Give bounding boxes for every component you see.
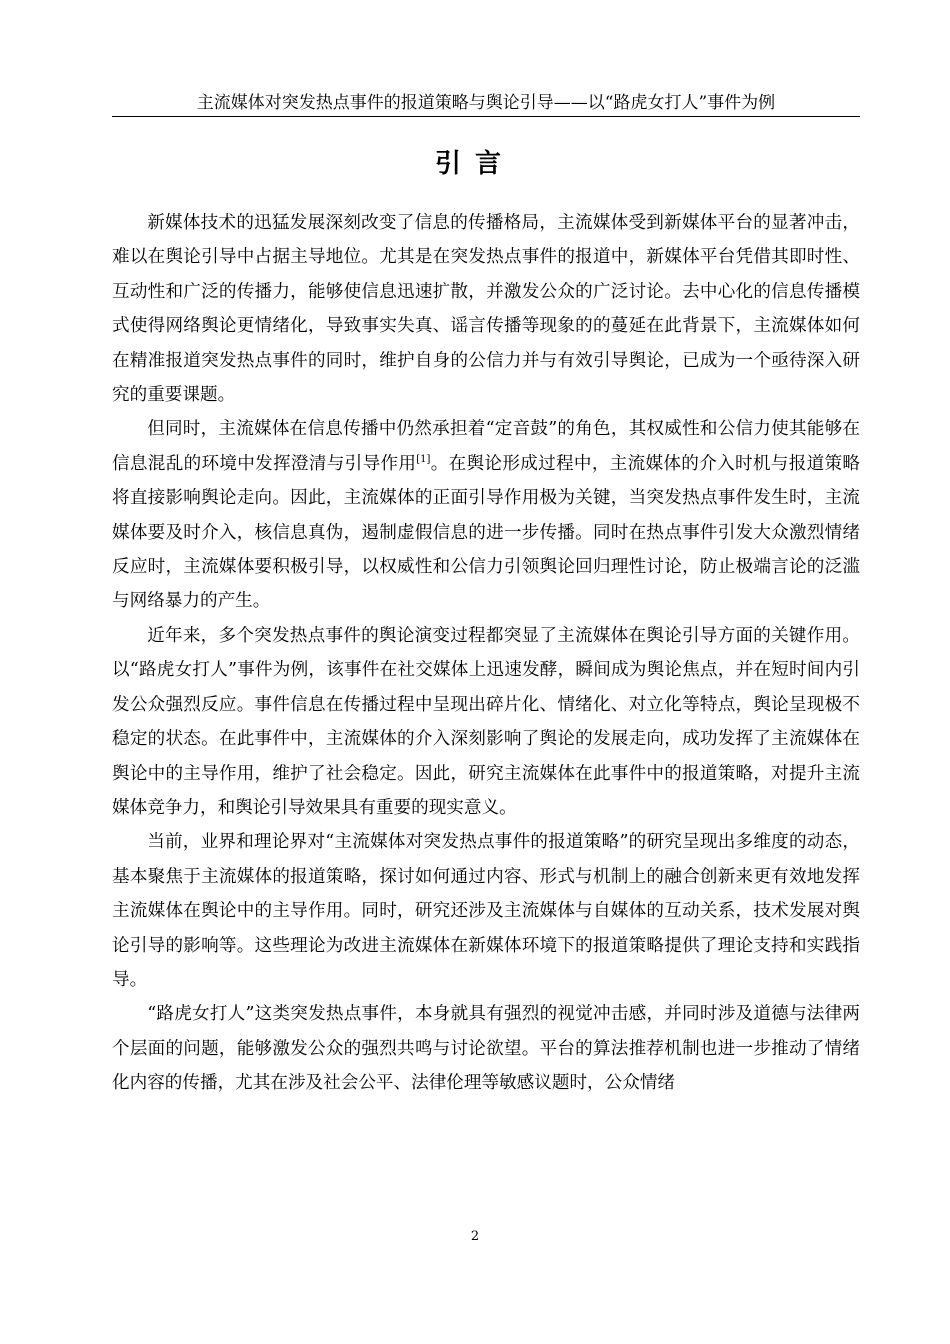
paragraph-3: 近年来，多个突发热点事件的舆论演变过程都突显了主流媒体在舆论引导方面的关键作用。以“路虎女打人”事件为例，该事件在社交媒体上迅速发酵，瞬间成为舆论焦点，并在短时间内引发公众强烈反应。事件信息在传播过程中呈现出碎片化、情绪化、对立化等特点，舆论呈现极不稳定的状态。在此事件中，主流媒体的介入深刻影响了舆论的发展走向，成功发挥了主流媒体在舆论中的主导作用，维护了社会稳定。因此，研究主流媒体在此事件中的报道策略，对提升主流媒体竞争力，和舆论引导效果具有重要的现实意义。 <box>112 625 860 818</box>
page-number: 2 <box>470 1229 480 1244</box>
paragraph-1: 新媒体技术的迅猛发展深刻改变了信息的传播格局，主流媒体受到新媒体平台的显著冲击，难以在舆论引导中占据主导地位。尤其是在突发热点事件的报道中，新媒体平台凭借其即时性、互动性和广泛的传播力，能够使信息迅速扩散，并激发公众的广泛讨论。去中心化的信息传播模式使得网络舆论更情绪化，导致事实失真、谣言传播等现象的的蔓延在此背景下，主流媒体如何在精准报道突发热点事件的同时，维护自身的公信力并与有效引导舆论，已成为一个亟待深入研究的重要课题。 <box>112 213 860 406</box>
paragraph-4: 当前，业界和理论界对“主流媒体对突发热点事件的报道策略”的研究呈现出多维度的动态，基本聚焦于主流媒体的报道策略，探讨如何通过内容、形式与机制上的融合创新来更有效地发挥主流媒体在舆论中的主导作用。同时，研究还涉及主流媒体与自媒体的互动关系，技术发展对舆论引导的影响等。这些理论为改进主流媒体在新媒体环境下的报道策略提供了理论支持和实践指导。 <box>112 832 860 990</box>
running-header: 主流媒体对突发热点事件的报道策略与舆论引导——以“路虎女打人”事件为例 <box>112 92 860 117</box>
paragraph-2-text-a: 但同时，主流媒体在信息传播中仍然承担着“定音鼓”的角色，其权威性和公信力使其能够在信息混乱的环境中发挥澄清与引导作用 <box>112 419 860 474</box>
paragraph-5: “路虎女打人”这类突发热点事件，本身就具有强烈的视觉冲击感，并同时涉及道德与法律两个层面的问题，能够激发公众的强烈共鸣与讨论欲望。平台的算法推荐机制也进一步推动了情绪化内容的传播，尤其在涉及社会公平、法律伦理等敏感议题时，公众情绪 <box>112 1004 860 1094</box>
citation-marker: [1] <box>416 453 431 465</box>
section-title: 引言 <box>434 149 515 179</box>
body-text <box>112 206 860 1101</box>
paragraph-2 <box>112 412 860 618</box>
paragraph-2-text-b: 。在舆论形成过程中，主流媒体的介入时机与报道策略将直接影响舆论走向。因此，主流媒体的正面引导作用极为关键，当突发热点事件发生时，主流媒体要及时介入，核信息真伪，遏制虚假信息的进一步传播。同时在热点事件引发大众激烈情绪反应时，主流媒体要积极引导，以权威性和公信力引领舆论回归理性讨论，防止极端言论的泛滥与网络暴力的产生。 <box>112 453 860 612</box>
